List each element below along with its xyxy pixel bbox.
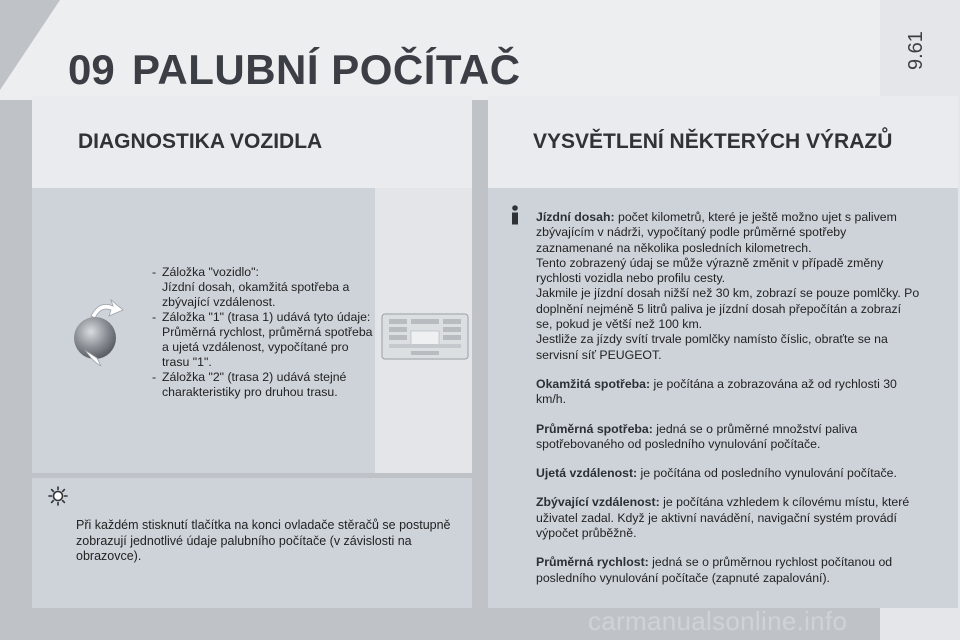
definition-term: Jízdní dosah: [536,210,615,224]
tip-text: Při každém stisknutí tlačítka na konci ovladače stěračů se postupně zobrazují jednotlivé údaje palubního počítače (v závislosti na obrazovce). [76,518,451,563]
chapter-number: 09 [68,46,115,93]
list-item: Průměrná rychlost, průměrná spotřeba a ujetá vzdálenost, vypočítané pro trasu "1". [162,325,373,369]
list-item: - Záložka "vozidlo": [152,265,259,279]
definition-item: Zbývající vzdálenost: je počítána vzhledem k cílovému místu, které uživatel zadal. Když je aktivní navádění, navigační systém provádí výpočet průběžně. [536,495,910,541]
radio-unit-image [381,313,469,360]
definition-term: Ujetá vzdálenost: [536,466,638,481]
info-icon [504,204,526,226]
definition-term: Průměrná spotřeba: [536,421,653,436]
definition-item: Průměrná rychlost: jedná se o průměrnou rychlost počítanou od posledního vynulování počítače (zapnuté zapalování). [536,555,893,585]
definition-term: Okamžitá spotřeba: [536,376,651,391]
list-item: Jízdní dosah, okamžitá spotřeba a zbývající vzdálenost. [162,280,350,309]
definitions-list [536,210,920,600]
definition-term: Zbývající vzdálenost: [536,495,660,510]
list-item: - Záložka "1" (trasa 1) udává tyto údaje: [152,310,371,324]
definition-item: Ujetá vzdálenost: je počítána od posledního vynulování počítače. [536,466,897,481]
definition-term: Průměrná rychlost: [536,555,649,570]
rotary-knob-icon [69,296,133,366]
watermark: carmanualsonline.info [588,606,848,636]
light-bulb-icon [48,486,68,506]
list-item: - Záložka "2" (trasa 2) udává stejné charakteristiky pro druhou trasu. [152,370,347,399]
corner-decoration [0,0,60,90]
page-number: 9.61 [905,31,927,70]
definition-item: Průměrná spotřeba: jedná se o průměrné množství paliva spotřebovaného od posledního vynulování počítače. [536,421,858,451]
right-section-heading: VYSVĚTLENÍ NĚKTERÝCH VÝRAZŮ [533,130,893,153]
diagnostics-list [152,265,374,400]
definition-item: Okamžitá spotřeba: je počítána a zobrazována až od rychlosti 30 km/h. [536,376,897,407]
left-section-heading: DIAGNOSTIKA VOZIDLA [78,130,323,153]
chapter-title: PALUBNÍ POČÍTAČ [132,46,521,93]
definition-item: Jízdní dosah: počet kilometrů, které je ještě možno ujet s palivem zbývajícím v nádrži, vypočítaný podle průměrné spotřeby zaznamenané na několika posledních kilometrech. Tento zobrazený údaj se může výrazně změnit v případě změny rychlosti vozidla nebo profilu cesty. Jakmile je jízdní dosah nižší než 30 km, zobrazí se pouze pomlčky. Po doplnění nejméně 5 litrů paliva je jízdní dosah přepočítán a zobrazí se, pokud je větší než 100 km. Jestliže za jízdy svítí trvale pomlčky namísto číslic, obraťte se na servisní síť PEUGEOT. [536,210,920,362]
